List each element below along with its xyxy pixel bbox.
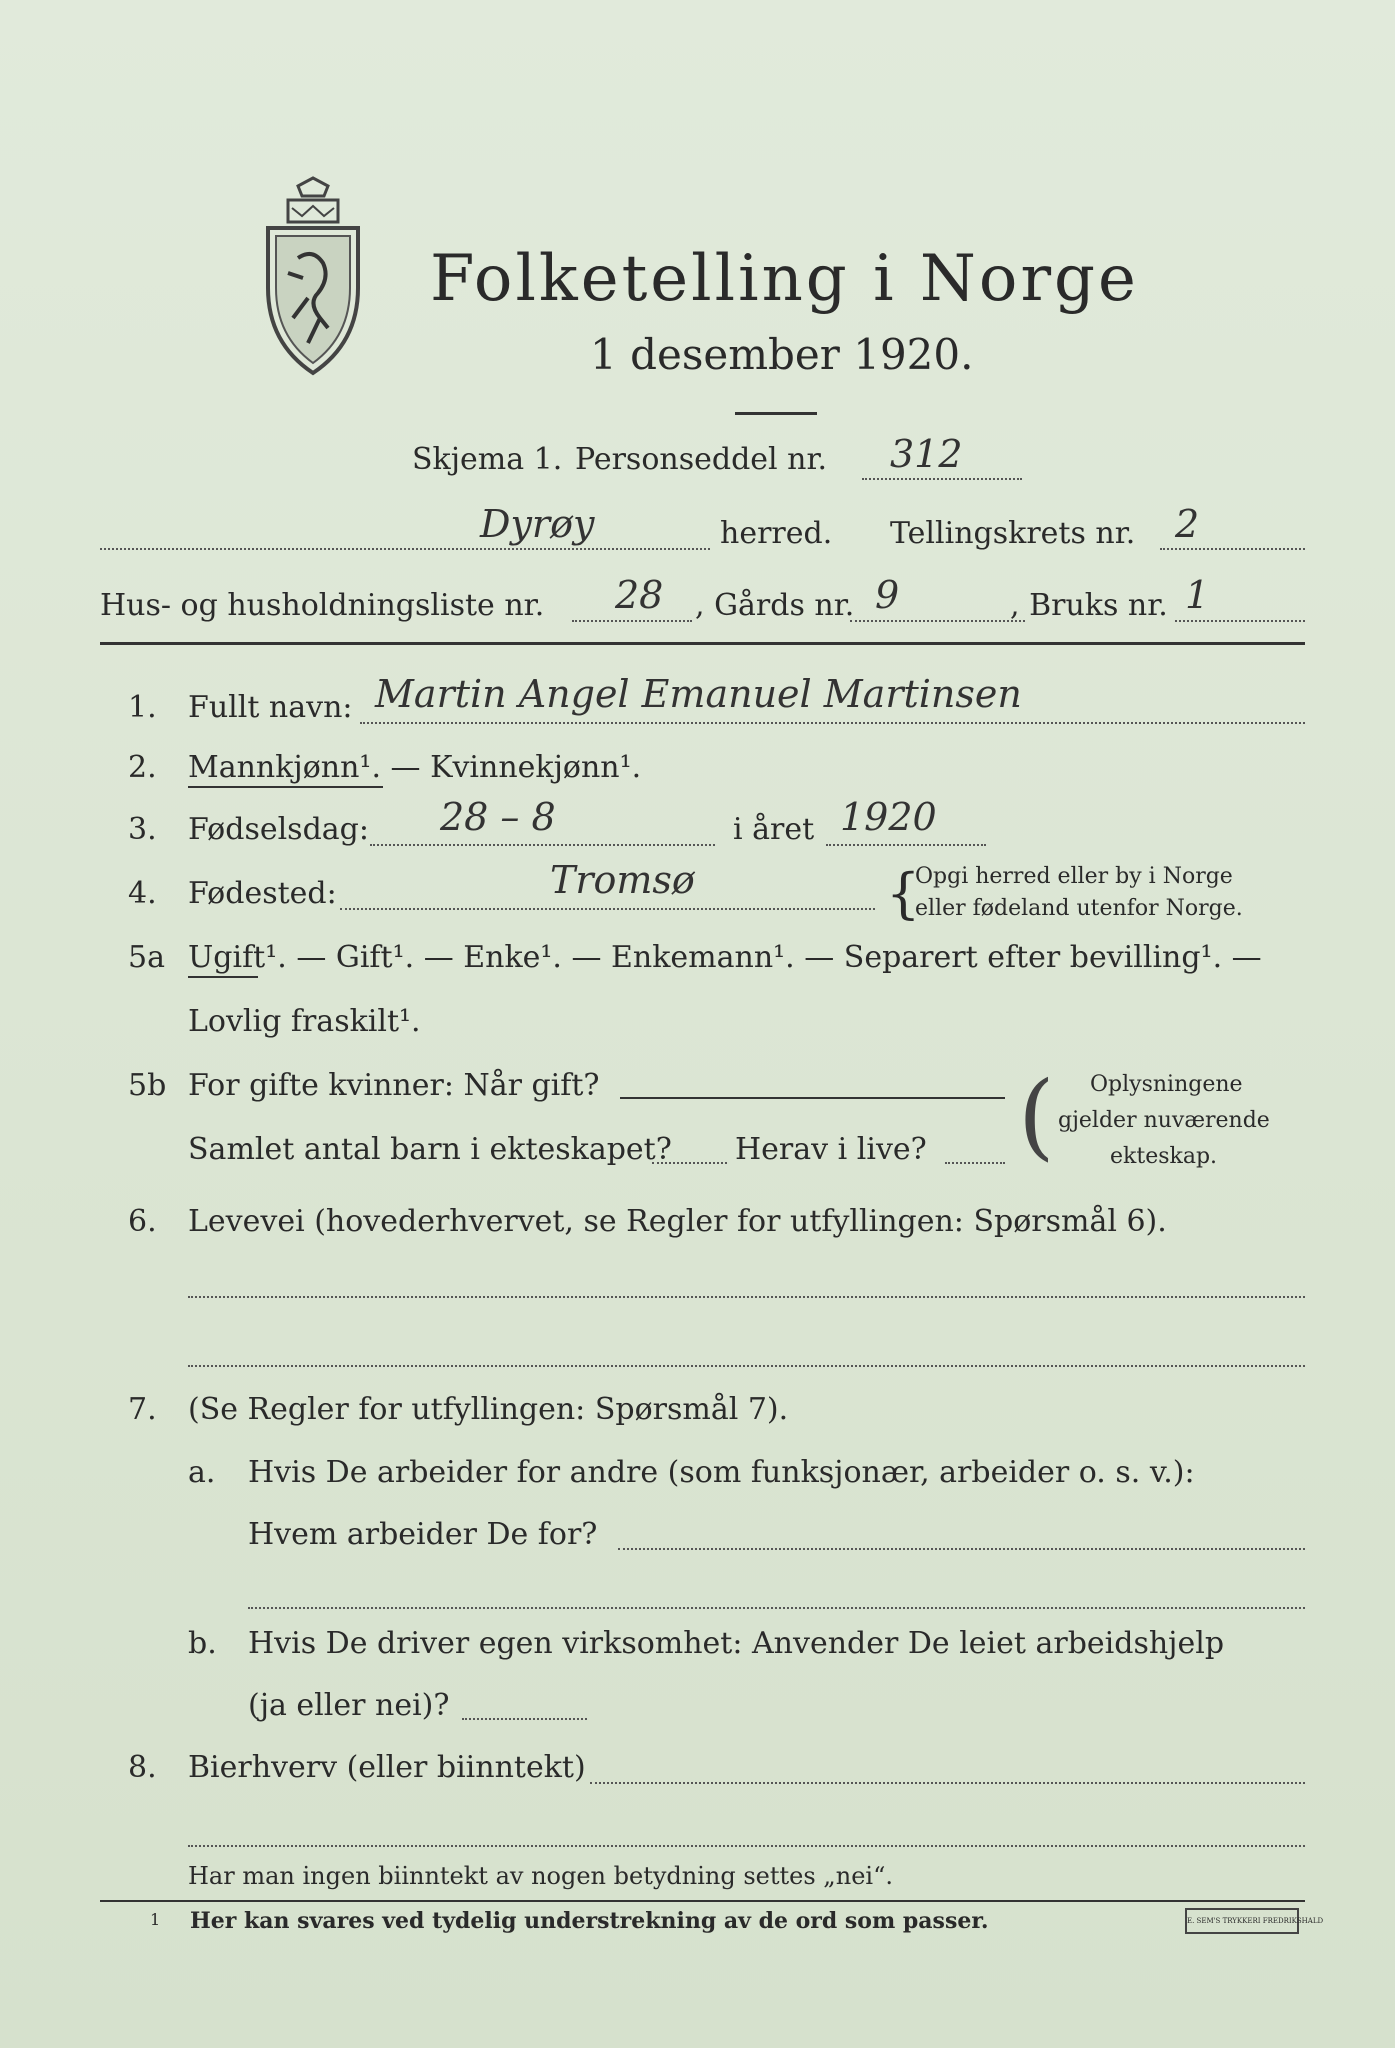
q5b-line1: For gifte kvinner: Når gift? bbox=[188, 1068, 600, 1103]
q3-year-value: 1920 bbox=[840, 795, 937, 839]
q4-brace: { bbox=[886, 862, 921, 925]
q6-line-2 bbox=[188, 1365, 1305, 1367]
bruks-line bbox=[1175, 620, 1305, 622]
tellingskrets-line bbox=[1160, 548, 1305, 550]
q7-number: 7. bbox=[128, 1392, 157, 1427]
q5b-note-1: Oplysningene bbox=[1090, 1072, 1243, 1097]
q5a-line2: Lovlig fraskilt¹. bbox=[188, 1004, 421, 1039]
census-date: 1 desember 1920. bbox=[590, 330, 974, 379]
tellingskrets-label: Tellingskrets nr. bbox=[890, 516, 1136, 551]
footnote: Her kan svares ved tydelig understrekning av de ord som passer. bbox=[190, 1908, 989, 1934]
footnote-mark: 1 bbox=[150, 1910, 161, 1929]
q1-number: 1. bbox=[128, 690, 157, 725]
q7-label: (Se Regler for utfyllingen: Spørsmål 7). bbox=[188, 1392, 789, 1427]
q4-note-2: eller fødeland utenfor Norge. bbox=[915, 896, 1243, 921]
personseddel-value: 312 bbox=[890, 432, 963, 476]
q5b-note-3: ekteskap. bbox=[1110, 1144, 1218, 1169]
bruks-label: , Bruks nr. bbox=[1010, 588, 1168, 623]
q3-label: Fødselsdag: bbox=[188, 812, 369, 847]
title-divider bbox=[735, 412, 817, 415]
q3-number: 3. bbox=[128, 812, 157, 847]
q5a-underline bbox=[188, 976, 258, 978]
q2-label: Mannkjønn¹. — Kvinnekjønn¹. bbox=[188, 750, 642, 785]
q5b-alive-line bbox=[945, 1162, 1005, 1164]
q3-year-line bbox=[826, 844, 986, 846]
q8-line-2 bbox=[188, 1845, 1305, 1847]
form-title: Folketelling i Norge bbox=[430, 242, 1139, 316]
q4-line bbox=[340, 908, 875, 910]
q7a-answer-line bbox=[618, 1548, 1305, 1550]
tellingskrets-value: 2 bbox=[1175, 502, 1200, 546]
q5b-children-line bbox=[652, 1162, 727, 1164]
q4-label: Fødested: bbox=[188, 876, 337, 911]
q7b-letter: b. bbox=[188, 1626, 217, 1661]
q8-label: Bierhverv (eller biinntekt) bbox=[188, 1750, 586, 1785]
q5b-note-2: gjelder nuværende bbox=[1058, 1108, 1270, 1133]
gards-line bbox=[850, 620, 1025, 622]
q1-line bbox=[360, 722, 1305, 724]
bruks-value: 1 bbox=[1185, 573, 1210, 617]
q4-note-1: Opgi herred eller by i Norge bbox=[915, 864, 1233, 889]
personseddel-label: Personseddel nr. bbox=[575, 442, 828, 477]
herred-label: herred. bbox=[720, 516, 833, 551]
q3-value: 28 – 8 bbox=[440, 795, 556, 839]
printer-stamp: E. SEM'S TRYKKERI FREDRIKSHALD bbox=[1185, 1908, 1299, 1934]
q5b-paren: ( bbox=[1018, 1062, 1055, 1171]
q6-line-1 bbox=[188, 1296, 1305, 1298]
q6-label: Levevei (hovederhvervet, se Regler for utfyllingen: Spørsmål 6). bbox=[188, 1204, 1167, 1239]
q7b-answer-line bbox=[462, 1718, 587, 1720]
q1-value: Martin Angel Emanuel Martinsen bbox=[375, 672, 1022, 716]
q5b-number: 5b bbox=[128, 1068, 167, 1103]
q7b-line2: (ja eller nei)? bbox=[248, 1688, 450, 1723]
q2-number: 2. bbox=[128, 750, 157, 785]
footer-note: Har man ingen biinntekt av nogen betydning settes „nei“. bbox=[188, 1862, 893, 1890]
gards-value: 9 bbox=[875, 573, 900, 617]
herred-value: Dyrøy bbox=[480, 502, 595, 546]
q5b-alive-label: Herav i live? bbox=[735, 1132, 927, 1167]
q8-number: 8. bbox=[128, 1750, 157, 1785]
q6-number: 6. bbox=[128, 1204, 157, 1239]
q5a-number: 5a bbox=[128, 940, 165, 975]
q7a-line1: Hvis De arbeider for andre (som funksjonær, arbeider o. s. v.): bbox=[248, 1455, 1195, 1490]
q7b-line1: Hvis De driver egen virksomhet: Anvender De leiet arbeidshjelp bbox=[248, 1626, 1225, 1661]
q5b-gift-line bbox=[620, 1097, 1005, 1099]
footer-rule bbox=[100, 1900, 1305, 1902]
q1-label: Fullt navn: bbox=[188, 690, 353, 725]
gards-label: , Gårds nr. bbox=[695, 588, 855, 623]
herred-line bbox=[100, 548, 710, 550]
q7a-answer-line-2 bbox=[248, 1607, 1305, 1609]
coat-of-arms-icon bbox=[258, 178, 368, 378]
husliste-label: Hus- og husholdningsliste nr. bbox=[100, 588, 545, 623]
husliste-value: 28 bbox=[615, 573, 664, 617]
personseddel-line bbox=[862, 478, 1022, 480]
q3-year-label: i året bbox=[733, 812, 815, 847]
q5a-line1: Ugift¹. — Gift¹. — Enke¹. — Enkemann¹. — Separert efter bevilling¹. — bbox=[188, 940, 1262, 975]
husliste-line bbox=[572, 620, 692, 622]
q3-line bbox=[370, 844, 715, 846]
q4-value: Tromsø bbox=[550, 858, 695, 902]
q5b-children-label: Samlet antal barn i ekteskapet? bbox=[188, 1132, 672, 1167]
q8-line bbox=[590, 1782, 1305, 1784]
header-rule bbox=[100, 642, 1305, 645]
q2-underline bbox=[188, 786, 383, 788]
schema-label: Skjema 1. bbox=[412, 442, 563, 477]
q7a-letter: a. bbox=[188, 1455, 216, 1490]
q7a-line2: Hvem arbeider De for? bbox=[248, 1517, 598, 1552]
q4-number: 4. bbox=[128, 876, 157, 911]
